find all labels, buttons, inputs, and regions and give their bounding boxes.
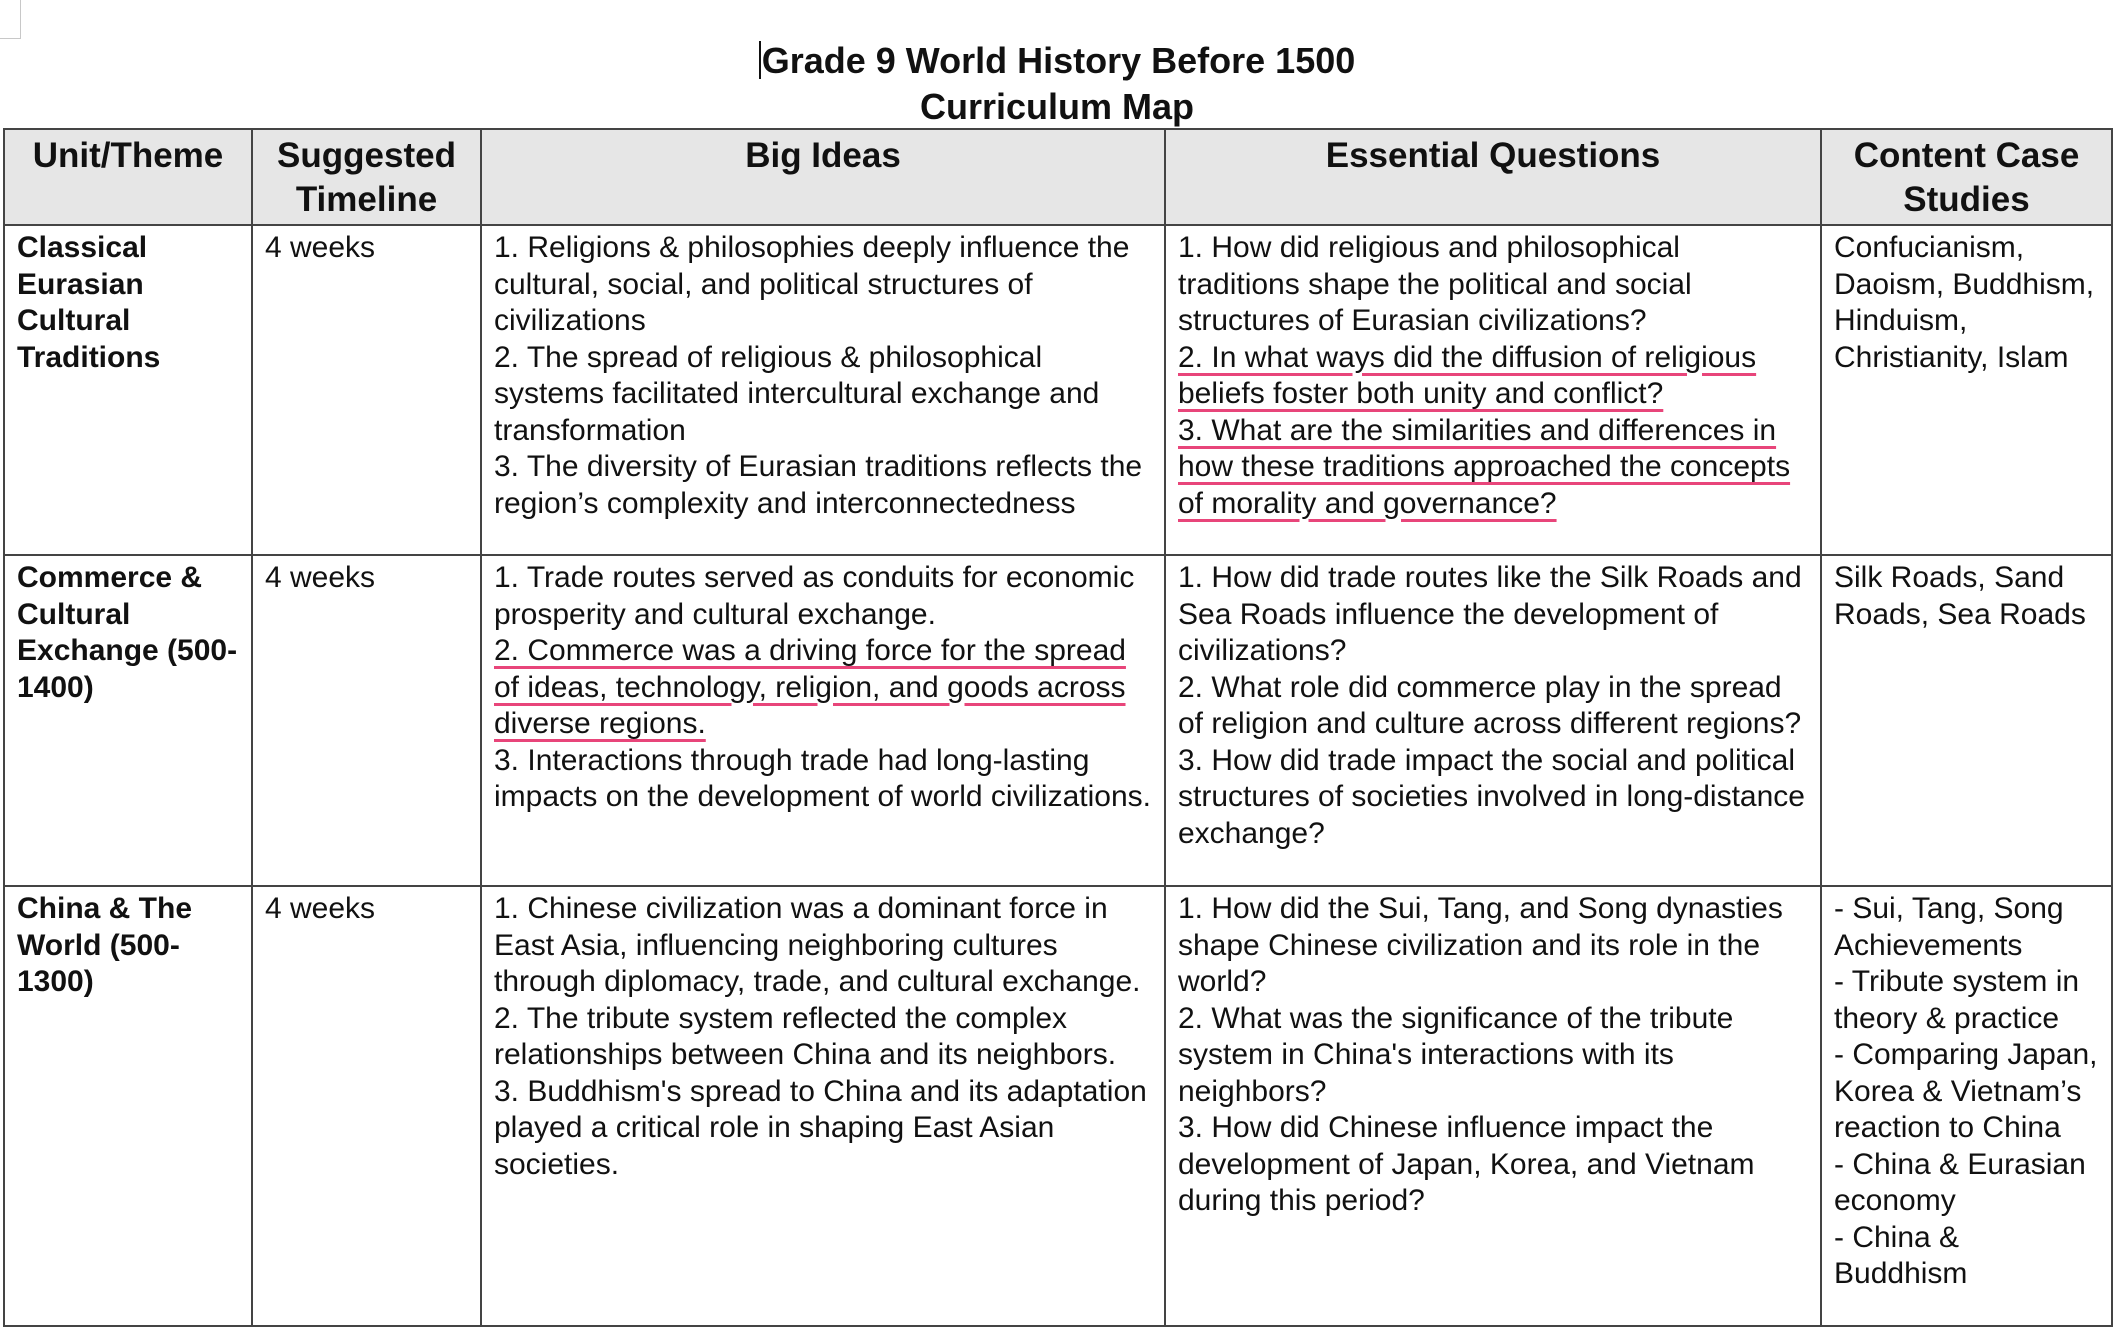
table-row [4, 555, 2112, 886]
page-corner-mark [0, 0, 21, 39]
big-idea-item: 1. Religions & philosophies deeply influence the cultural, social, and political structures of civilizations [494, 231, 1130, 337]
big-ideas-cell[interactable] [481, 225, 1165, 555]
unit-cell[interactable]: Classical Eurasian Cultural Traditions [4, 225, 252, 555]
essential-questions-cell[interactable] [1165, 555, 1821, 886]
question-item: 1. How did religious and philosophical traditions shape the political and social structures of Eurasian civilizations? [1178, 231, 1692, 337]
case-study-item: - China & Eurasian economy [1834, 1147, 2086, 1217]
case-studies-cell[interactable] [1821, 886, 2112, 1326]
case-study-item: - China & Buddhism [1834, 1220, 1968, 1290]
big-idea-item: 1. Chinese civilization was a dominant force in East Asia, influencing neighboring cultures through diplomacy, trade, and cultural exchange. [494, 892, 1141, 998]
question-item: 2. What was the significance of the tribute system in China's interactions with its neighbors? [1178, 1001, 1734, 1108]
big-ideas-cell[interactable] [481, 886, 1165, 1326]
case-studies-cell[interactable] [1821, 225, 2112, 555]
big-idea-item: 3. The diversity of Eurasian traditions reflects the region’s complexity and interconnectedness [494, 450, 1143, 520]
question-item: 2. In what ways did the diffusion of religious beliefs foster both unity and conflict? [1178, 340, 1757, 410]
case-study-item: - Comparing Japan, Korea & Vietnam’s reaction to China [1834, 1038, 2098, 1144]
document-subtitle: Curriculum Map [919, 86, 1195, 127]
timeline-cell[interactable]: 4 weeks [252, 555, 481, 886]
case-study-item: - Tribute system in theory & practice [1834, 965, 2080, 1035]
case-study-item: Silk Roads, Sand Roads, Sea Roads [1834, 561, 2086, 631]
question-item: 3. What are the similarities and differences in how these traditions approached the concepts of morality and governance? [1178, 413, 1791, 520]
case-study-item: - Sui, Tang, Song Achievements [1834, 892, 2064, 962]
big-idea-item: 1. Trade routes served as conduits for economic prosperity and cultural exchange. [494, 561, 1135, 631]
curriculum-table [3, 128, 2113, 1327]
header-unit[interactable]: Unit/Theme [4, 129, 252, 225]
big-idea-item: 2. The tribute system reflected the complex relationships between China and its neighbors. [494, 1001, 1117, 1071]
big-idea-item: 3. Buddhism's spread to China and its adaptation played a critical role in shaping East Asian societies. [494, 1074, 1147, 1181]
table-row [4, 886, 2112, 1326]
document-title: Grade 9 World History Before 1500 [0, 38, 2114, 84]
timeline-cell[interactable]: 4 weeks [252, 225, 481, 555]
table-row [4, 225, 2112, 555]
case-study-item: Confucianism, Daoism, Buddhism, Hinduism, Christianity, Islam [1834, 231, 2095, 374]
question-item: 3. How did Chinese influence impact the development of Japan, Korea, and Vietnam during this period? [1178, 1111, 1755, 1217]
essential-questions-cell[interactable] [1165, 225, 1821, 555]
question-item: 1. How did trade routes like the Silk Roads and Sea Roads influence the development of civilizations? [1178, 561, 1802, 667]
question-item: 1. How did the Sui, Tang, and Song dynasties shape Chinese civilization and its role in the world? [1178, 892, 1783, 998]
timeline-cell[interactable]: 4 weeks [252, 886, 481, 1326]
header-case-studies[interactable]: Content Case Studies [1821, 129, 2112, 225]
header-timeline[interactable]: Suggested Timeline [252, 129, 481, 225]
essential-questions-cell[interactable] [1165, 886, 1821, 1326]
case-studies-cell[interactable] [1821, 555, 2112, 886]
question-item: 3. How did trade impact the social and political structures of societies involved in long-distance exchange? [1178, 743, 1805, 850]
big-idea-item: 2. Commerce was a driving force for the spread of ideas, technology, religion, and goods across diverse regions. [494, 634, 1126, 740]
unit-cell[interactable]: China & The World (500-1300) [4, 886, 252, 1326]
question-item: 2. What role did commerce play in the spread of religion and culture across different regions? [1178, 670, 1802, 740]
header-big-ideas[interactable]: Big Ideas [481, 129, 1165, 225]
header-essential-questions[interactable]: Essential Questions [1165, 129, 1821, 225]
unit-cell[interactable]: Commerce & Cultural Exchange (500-1400) [4, 555, 252, 886]
big-idea-item: 2. The spread of religious & philosophical systems facilitated intercultural exchange and transformation [494, 340, 1100, 447]
text-cursor [759, 41, 761, 79]
big-idea-item: 3. Interactions through trade had long-lasting impacts on the development of world civilizations. [494, 743, 1151, 813]
table-header-row [4, 129, 2112, 225]
big-ideas-cell[interactable] [481, 555, 1165, 886]
